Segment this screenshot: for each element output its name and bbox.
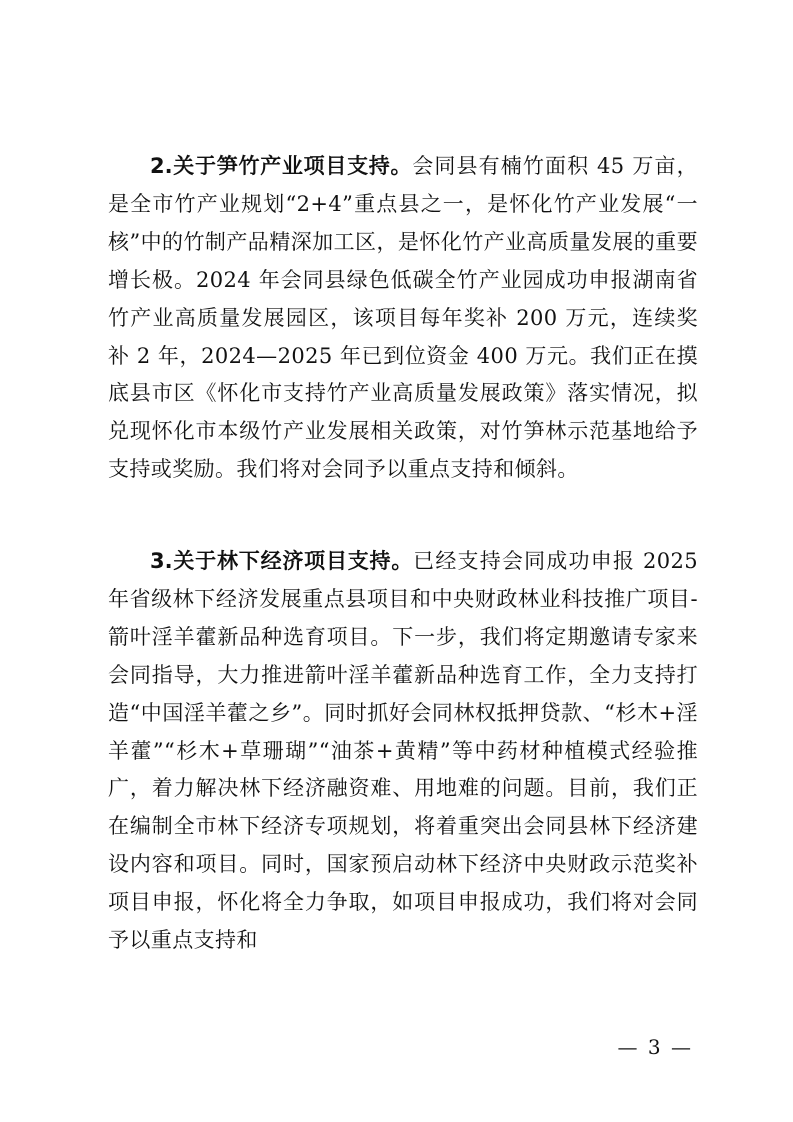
section-heading: 2.关于笋竹产业项目支持。	[150, 154, 413, 178]
page-number: — 3 —	[617, 1035, 693, 1059]
section-heading: 3.关于林下经济项目支持。	[150, 549, 414, 573]
section-body: 会同县有楠竹面积 45 万亩，是全市竹产业规划“2+4”重点县之一，是怀化竹产业发展“一核”中的竹制产品精深加工区，是怀化竹产业高质量发展的重要增长极。2024 年会同县绿色低碳全竹产业园成功申报湖南省竹产业高质量发展园区，该项目每年奖补 200 万元，连续奖补 2 年，2024—2025 年已到位资金 400 万元。我们正在摸底县市区《怀化市支持竹产业高质量发展政策》落实情况，拟兑现怀化市本级竹产业发展相关政策，对竹笋林示范基地给予支持或奖励。我们将对会同予以重点支持和倾斜。	[108, 154, 699, 482]
section-body: 已经支持会同成功申报 2025 年省级林下经济发展重点县项目和中央财政林业科技推广项目-箭叶淫羊藿新品种选育项目。下一步，我们将定期邀请专家来会同指导，大力推进箭叶淫羊藿新品种选育工作，全力支持打造“中国淫羊藿之乡”。同时抓好会同林权抵押贷款、“杉木+淫羊藿”“杉木+草珊瑚”“油茶+黄精”等中药材种植模式经验推广，着力解决林下经济融资难、用地难的问题。目前，我们正在编制全市林下经济专项规划，将着重突出会同县林下经济建设内容和项目。同时，国家预启动林下经济中央财政示范奖补项目申报，怀化将全力争取，如项目申报成功，我们将对会同予以重点支持和	[108, 549, 699, 953]
section-bamboo-industry	[108, 148, 698, 489]
section-understory-economy	[108, 543, 698, 960]
